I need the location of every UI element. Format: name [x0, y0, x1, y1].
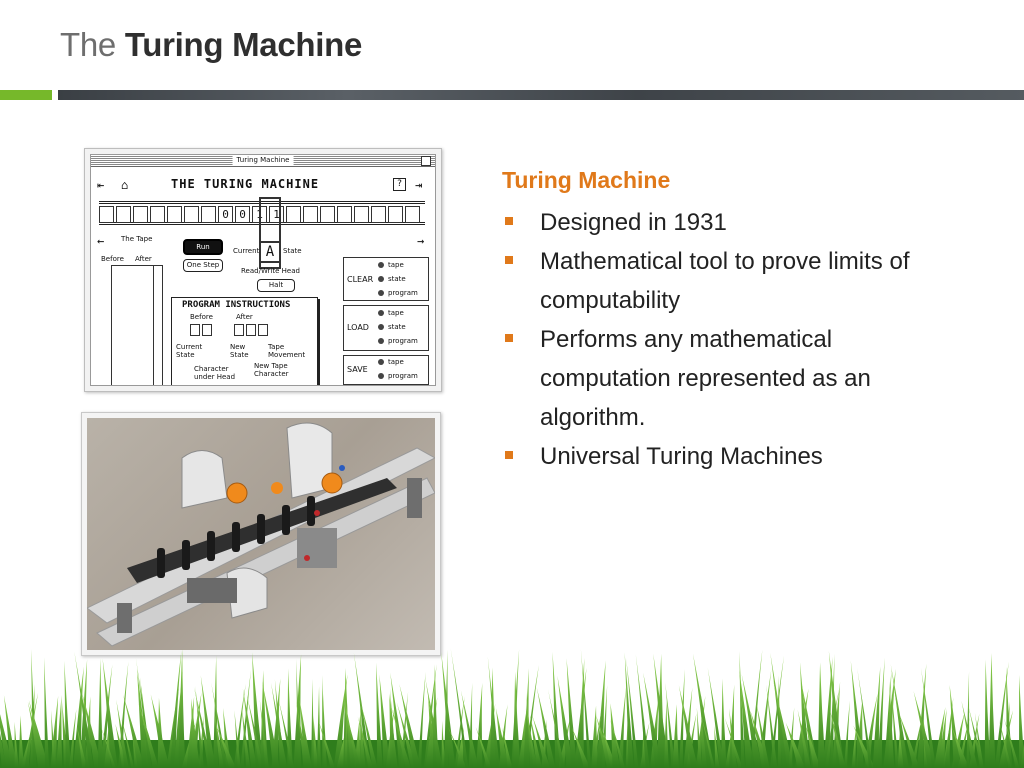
- tape-cell: [354, 206, 369, 223]
- lego-turing-machine-photo: [87, 418, 435, 650]
- slide-title-prefix: The: [60, 26, 116, 63]
- clear-program-option: program: [388, 289, 418, 297]
- before-label: Before: [101, 255, 124, 263]
- tape-cell: 0: [235, 206, 250, 223]
- grass-blade: [818, 662, 826, 768]
- simulator-screenshot: [90, 154, 436, 386]
- prog-new-tape-char-label: New Tape Character: [254, 362, 289, 378]
- program-instructions-panel: [171, 297, 318, 386]
- load-program-radio[interactable]: [378, 338, 384, 344]
- header-accent-bar: [0, 90, 52, 100]
- clear-tape-option: tape: [388, 261, 404, 269]
- tape-cell: 1: [252, 206, 267, 223]
- rw-head-label: Read/Write Head: [241, 267, 300, 275]
- save-program-radio[interactable]: [378, 373, 384, 379]
- halt-button[interactable]: Halt: [257, 279, 295, 292]
- grass-blade: [213, 655, 218, 768]
- home-icon: ⌂: [121, 178, 129, 192]
- grass-footer-decoration: [0, 640, 1024, 768]
- save-panel: [343, 355, 429, 385]
- help-icon: ?: [393, 178, 406, 191]
- clear-state-radio[interactable]: [378, 276, 384, 282]
- simulator-heading: THE TURING MACHINE: [171, 177, 320, 191]
- tape-cell: [167, 206, 182, 223]
- forward-right-icon: ⇥: [415, 178, 423, 192]
- tape-cell: [133, 206, 148, 223]
- grass-blade: [989, 653, 996, 768]
- prog-tape-movement-label: Tape Movement: [268, 343, 306, 359]
- save-program-option: program: [388, 372, 418, 380]
- load-tape-radio[interactable]: [378, 310, 384, 316]
- current-state-letter: A: [259, 241, 281, 263]
- prog-after-label: After: [236, 313, 253, 321]
- tape-cell: 0: [218, 206, 233, 223]
- slide-title: [60, 26, 362, 64]
- after-label: After: [135, 255, 152, 263]
- bullet-square-icon: [505, 256, 513, 264]
- window-zoom-box: [421, 156, 431, 166]
- current-label: Current: [233, 247, 260, 255]
- instr-after-char-cell[interactable]: [246, 324, 256, 336]
- bullet-text: Performs any mathematical computation represented as an algorithm.: [540, 326, 871, 431]
- clear-panel: [343, 257, 429, 301]
- prog-current-state-label: Current State: [176, 343, 203, 359]
- clear-program-radio[interactable]: [378, 290, 384, 296]
- bullet-item: [502, 242, 922, 320]
- load-panel: [343, 305, 429, 351]
- window-title-bar: [91, 155, 435, 167]
- instr-move-cell[interactable]: [258, 324, 268, 336]
- simulator-screenshot-frame: [84, 148, 442, 392]
- lego-machine-illustration: [87, 418, 435, 650]
- rewind-left-icon: ⇤: [97, 178, 105, 192]
- tape-right-arrow-icon[interactable]: →: [417, 234, 425, 248]
- content-heading: Turing Machine: [502, 167, 671, 193]
- tape-cell: [371, 206, 386, 223]
- tape-label: The Tape: [121, 235, 153, 243]
- one-step-button[interactable]: One Step: [183, 259, 223, 272]
- tape-cell: 1: [269, 206, 284, 223]
- lego-photo-frame: [81, 412, 441, 656]
- load-program-option: program: [388, 337, 418, 345]
- tape-cell: [303, 206, 318, 223]
- instr-before-state-cell[interactable]: [190, 324, 200, 336]
- bullet-text: Designed in 1931: [540, 209, 727, 236]
- grass-blade: [721, 678, 726, 768]
- run-button[interactable]: Run: [183, 239, 223, 255]
- grass-blade: [476, 683, 482, 768]
- clear-tape-radio[interactable]: [378, 262, 384, 268]
- tape-cell: [184, 206, 199, 223]
- tape-cell: [337, 206, 352, 223]
- instr-before-char-cell[interactable]: [202, 324, 212, 336]
- bullet-text: Mathematical tool to prove limits of computability: [540, 248, 910, 314]
- slide-content: [502, 165, 922, 476]
- slide-title-main: Turing Machine: [124, 26, 363, 63]
- bullet-item: [502, 320, 922, 437]
- tape-cell: [99, 206, 114, 223]
- tape-cell: [388, 206, 403, 223]
- header-divider-bar: [58, 90, 1024, 100]
- save-label: SAVE: [347, 365, 368, 374]
- grass-blade: [673, 704, 680, 768]
- tape-left-arrow-icon[interactable]: ←: [97, 234, 105, 248]
- save-tape-radio[interactable]: [378, 359, 384, 365]
- bullet-text: Universal Turing Machines: [540, 443, 823, 470]
- history-listbox[interactable]: [111, 265, 163, 386]
- clear-state-option: state: [388, 275, 406, 283]
- load-state-option: state: [388, 323, 406, 331]
- load-label: LOAD: [347, 323, 369, 332]
- prog-new-state-label: New State: [230, 343, 249, 359]
- state-label: State: [283, 247, 302, 255]
- clear-label: CLEAR: [347, 275, 374, 284]
- tape-cell: [150, 206, 165, 223]
- bullet-list: [502, 203, 922, 476]
- listbox-scrollbar[interactable]: [153, 266, 162, 386]
- bullet-square-icon: [505, 451, 513, 459]
- bullet-item: [502, 203, 922, 242]
- tape-cell: [320, 206, 335, 223]
- prog-before-label: Before: [190, 313, 213, 321]
- tape-cell: [405, 206, 420, 223]
- tape-cell: [116, 206, 131, 223]
- load-tape-option: tape: [388, 309, 404, 317]
- load-state-radio[interactable]: [378, 324, 384, 330]
- save-tape-option: tape: [388, 358, 404, 366]
- prog-char-under-head-label: Character under Head: [194, 365, 236, 381]
- bullet-square-icon: [505, 217, 513, 225]
- window-title: Turing Machine: [233, 155, 294, 166]
- bullet-square-icon: [505, 334, 513, 342]
- instr-after-state-cell[interactable]: [234, 324, 244, 336]
- tape-cell: [201, 206, 216, 223]
- bullet-item: [502, 437, 922, 476]
- program-heading: PROGRAM INSTRUCTIONS: [182, 300, 291, 310]
- tape-cell: [286, 206, 301, 223]
